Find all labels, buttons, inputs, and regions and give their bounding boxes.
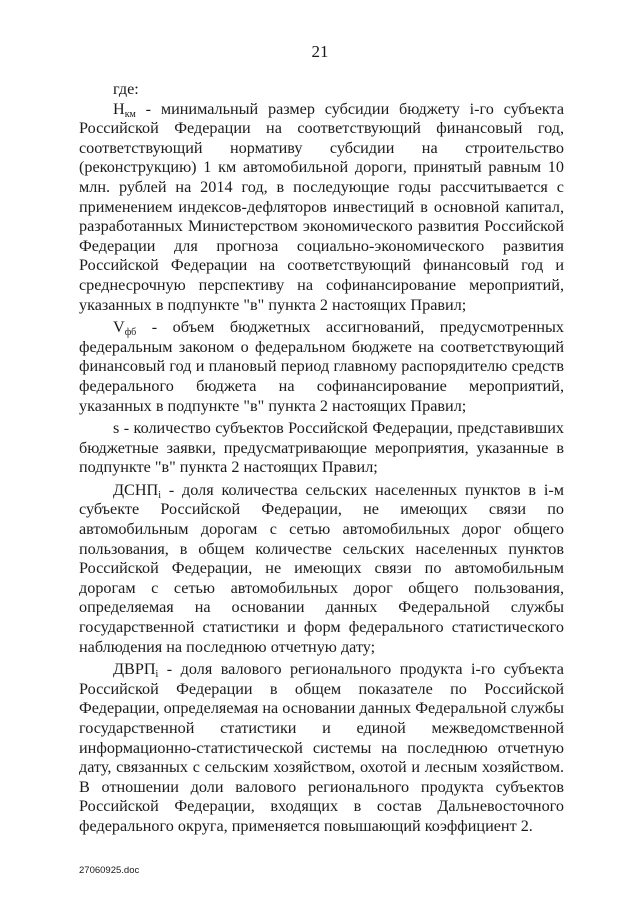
term-symbol: $ДСНП_i$	[113, 480, 162, 501]
page-number: 21	[311, 42, 329, 61]
definition-vfb	[79, 318, 564, 416]
definition-s	[79, 419, 564, 478]
definition-text: - объем бюджетных ассигнований, предусмотренных федеральным законом о федеральном бюджете на соответствующий финансовый год и плановый период главному распорядителю средств федерального бюджета на софинансирование мероприятий, указанных в подпункте "в" пункта 2 настоящих Правил;	[79, 318, 564, 415]
footer-filename: 27060925.doc	[79, 865, 140, 876]
term-symbol: $V_{фб}$	[113, 318, 137, 339]
document-body	[79, 80, 564, 837]
where-label: где:	[113, 80, 139, 98]
definition-nkm	[79, 100, 564, 316]
definition-text: - доля валового регионального продукта i-го субъекта Российской Федерации в общем показателе по Российской Федерации, определяемая на основании данных Федеральной службы государственной статистики и единой межведомственной информационно-статистической системы на последнюю отчетную дату, связанных с сельским хозяйством, охотой и лесным хозяйством. В отношении доли валового регионального продукта субъектов Российской Федерации, входящих в состав Дальневосточного федерального округа, применяется повышающий коэффициент 2.	[79, 660, 564, 835]
definition-dvrp	[79, 660, 564, 836]
definition-text: - количество субъектов Российской Федерации, представивших бюджетные заявки, предусматривающие мероприятия, указанные в подпункте "в" пункта 2 настоящих Правил;	[79, 419, 564, 477]
term-symbol: $ДВРП_i$	[113, 660, 159, 681]
definition-dsnp	[79, 481, 564, 657]
term-symbol: $Н_{км}$	[113, 99, 136, 120]
definition-text: - доля количества сельских населенных пунктов в i-м субъекте Российской Федерации, не имеющих связи по автомобильным дорогам с сетью автомобильных дорог общего пользования, в общем количестве сельских населенных пунктов Российской Федерации, не имеющих связи по автомобильным дорогам с сетью автомобильных дорог общего пользования, определяемая на основании данных Федеральной службы государственной статистики и форм федерального статистического наблюдения на последнюю отчетную дату;	[79, 480, 564, 656]
term-symbol: s	[113, 419, 120, 438]
definition-text: - минимальный размер субсидии бюджету i-го субъекта Российской Федерации на соответствующий финансовый год, соответствующий нормативу субсидии на строительство (реконструкцию) 1 км автомобильной дороги, принятый равным 10 млн. рублей на 2014 год, в последующие годы рассчитывается с применением индексов-дефляторов инвестиций в основной капитал, разработанных Министерством экономического развития Российской Федерации для прогноза социально-экономического развития Российской Федерации на соответствующий финансовый год и среднесрочную перспективу на софинансирование мероприятий, указанных в подпункте "в" пункта 2 настоящих Правил;	[79, 99, 564, 314]
